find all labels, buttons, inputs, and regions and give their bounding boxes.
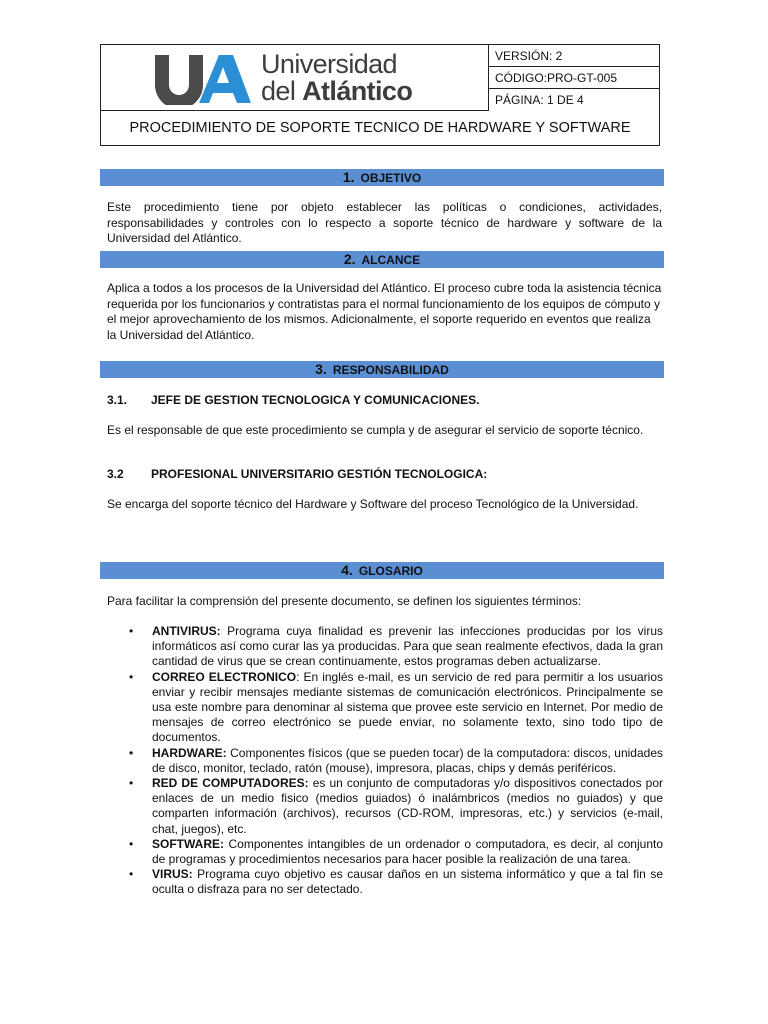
logo-line-2-prefix: del bbox=[261, 76, 296, 106]
glossary-item bbox=[107, 837, 663, 867]
university-logo-text bbox=[261, 51, 412, 105]
subsection-number: 3.1. bbox=[107, 393, 128, 407]
section-heading-objetivo bbox=[100, 169, 664, 186]
university-logo-mark bbox=[151, 53, 251, 105]
section-number: 2. bbox=[343, 251, 356, 267]
page-field: PÁGINA: 1 DE 4 bbox=[495, 93, 584, 107]
glossary-definition: Programa cuya finalidad es prevenir las infecciones producidas por los virus informáticos así como curar las ya producidas. Para que sean realmente efectivos, dada la gran cantidad de virus que se crean continuamente, estos programas deben actualizarse. bbox=[152, 624, 663, 669]
glossary-term: CORREO ELECTRONICO bbox=[152, 669, 297, 684]
subsection-3-2-text: Se encarga del soporte técnico del Hardware y Software del proceso Tecnológico de la Universidad. bbox=[107, 497, 639, 511]
document-title: PROCEDIMIENTO DE SOPORTE TECNICO DE HARDWARE Y SOFTWARE bbox=[129, 120, 631, 136]
glossary-item bbox=[107, 776, 663, 837]
section-label: ALCANCE bbox=[361, 253, 421, 267]
glossary-item bbox=[107, 746, 663, 776]
section-heading-alcance bbox=[100, 251, 664, 268]
bullet-icon: • bbox=[129, 867, 134, 882]
subsection-heading-3-2 bbox=[107, 467, 487, 481]
glossary-item bbox=[107, 867, 663, 897]
subsection-3-1-text: Es el responsable de que este procedimiento se cumpla y de asegurar el servicio de soporte técnico. bbox=[107, 423, 644, 437]
glossary-term: HARDWARE: bbox=[152, 745, 227, 760]
subsection-heading-3-1 bbox=[107, 393, 479, 407]
bullet-icon: • bbox=[129, 836, 134, 851]
glossary-term: ANTIVIRUS: bbox=[152, 624, 221, 638]
glossary-definition: Componentes intangibles de un ordenador o computadora, es decir, al conjunto de programas y procedimientos necesarios para hacer posible la realización de una tarea. bbox=[152, 836, 663, 867]
subsection-number: 3.2 bbox=[107, 467, 124, 481]
glossary-term: VIRUS: bbox=[152, 867, 193, 882]
bullet-icon: • bbox=[129, 776, 134, 791]
section-label: GLOSARIO bbox=[358, 564, 423, 578]
glossary-item bbox=[107, 624, 663, 670]
glossary-definition: : En inglés e-mail, es un servicio de red para permitir a los usuarios enviar y recibir mensajes mediante sistemas de comunicación electrónicos. Principalmente se usa este nombre para denominar al sistema que provee este servicio en Internet. Por medio de mensajes de correo electrónico se puede enviar, no solamente texto, sino todo tipo de documentos. bbox=[152, 669, 664, 745]
section-heading-glosario bbox=[100, 562, 664, 579]
glossary-term: RED DE COMPUTADORES: bbox=[152, 776, 309, 791]
bullet-icon: • bbox=[129, 624, 134, 638]
glossary-definition: Componentes físicos (que se pueden tocar) de la computadora: discos, unidades de disco, monitor, teclado, ratón (mouse), impresora, placas, chips y demás periféricos. bbox=[152, 745, 663, 775]
glossary-item bbox=[107, 670, 663, 746]
section-label: RESPONSABILIDAD bbox=[332, 363, 449, 377]
section-heading-responsabilidad bbox=[100, 361, 664, 378]
code-field: CÓDIGO:PRO-GT-005 bbox=[489, 67, 659, 89]
document-meta bbox=[489, 45, 659, 111]
section-label: OBJETIVO bbox=[360, 171, 422, 185]
glossary-definition: es un conjunto de computadoras y/o dispositivos conectados por enlaces de un medio fisico (medios guiados) ó inalámbricos (medios no guiados) y que comparten información (archivos), recursos (CD-ROM, impresoras, etc.) y servicios (e-mail, chat, juegos), etc. bbox=[152, 776, 663, 836]
logo-line-1: Universidad bbox=[261, 49, 397, 79]
objetivo-text: Este procedimiento tiene por objeto establecer las políticas o condiciones, actividades, responsabilidades y controles con lo respecto a soporte técnico de hardware y software de la Universidad del Atlántico. bbox=[107, 200, 662, 245]
alcance-text: Aplica a todos a los procesos de la Universidad del Atlántico. El proceso cubre toda la asistencia técnica requerida por los funcionarios y contratistas para el normal funcionamiento de los equipos de cómputo y el mejor aprovechamiento de los mismos. Adicionalmente, el soporte requerido en eventos que realiza la Universidad del Atlántico. bbox=[107, 281, 662, 342]
glossary-list bbox=[107, 624, 663, 898]
glossary-term: SOFTWARE: bbox=[152, 836, 224, 851]
bullet-icon: • bbox=[129, 669, 134, 684]
bullet-icon: • bbox=[129, 745, 134, 760]
document-header bbox=[100, 44, 660, 146]
glosario-intro: Para facilitar la comprensión del presente documento, se definen los siguientes términos: bbox=[107, 594, 582, 608]
section-number: 4. bbox=[341, 562, 353, 578]
logo-cell bbox=[101, 45, 489, 111]
subsection-title: PROFESIONAL UNIVERSITARIO GESTIÓN TECNOLOGICA: bbox=[151, 467, 488, 481]
logo-line-2-bold: Atlántico bbox=[302, 76, 413, 106]
version-field: VERSIÓN: 2 bbox=[489, 45, 659, 67]
section-number: 3. bbox=[315, 361, 327, 377]
glossary-definition: Programa cuyo objetivo es causar daños en un sistema informático y que a tal fin se oculta o disfraza para no ser detectado. bbox=[152, 867, 663, 897]
section-number: 1. bbox=[342, 169, 355, 185]
logo-line-2 bbox=[261, 78, 412, 105]
subsection-title: JEFE DE GESTION TECNOLOGICA Y COMUNICACIONES. bbox=[151, 393, 480, 407]
